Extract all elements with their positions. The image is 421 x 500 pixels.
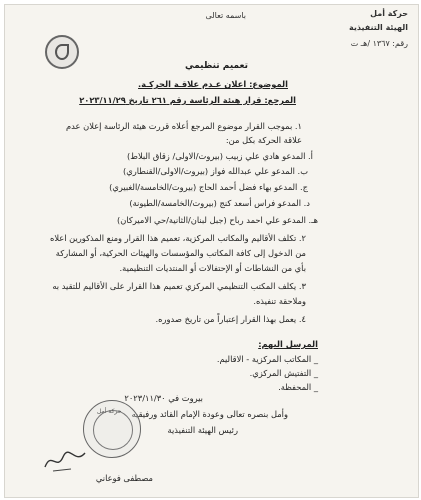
paragraph-3-line-2: وملاحقة تنفيذه. [253,296,306,306]
recipient-item: _ المكاتب المركزية - الاقاليم. [216,354,318,364]
recipients-title: المرسل اليهم: [258,339,318,349]
list-item: ب. المدعو علي عبدالله فواز (بيروت/الاولى/القنطاري) [123,166,308,176]
official-stamp [83,400,141,458]
paragraph-2-line-1: ٢. تكلف الأقاليم والمكاتب المركزية، تعميم هذا القرار ومنع المذكورين اعلاه [49,233,306,243]
list-item: أ. المدعو هادي علي زبيب (بيروت/الاولى/ زقاق البلاط) [127,151,313,161]
org-name: حركة أمل [370,9,408,18]
reference-line: المرجع: قرار هيئة الرئاسة رقم ٢٦١ تاريخ ٢٠٢٣/١١/٢٩ [79,95,296,105]
paragraph-2-line-2: من الدخول إلى كافة المكاتب والمؤسسات والهيئات الحركية، أو المشاركة [55,248,306,258]
recipient-item: _ المحفظة. [278,382,318,392]
recipient-item: _ التفتيش المركزي. [249,368,318,378]
signatory-role: رئيس الهيئة التنفيذية [167,425,238,435]
paragraph-4: ٤. يعمل بهذا القرار إعتباراً من تاريخ صدوره. [155,314,306,324]
amal-logo [45,35,79,69]
list-item: ج. المدعو بهاء فضل أحمد الحاج (بيروت/الخامسة/الغبيري) [109,182,308,192]
stamp-inner-ring [93,410,133,450]
document-title: تعميم تنظيمي [185,61,248,71]
reference-number: رقم: ١٣٦٧ /هـ ت [350,39,408,48]
basmala: باسمه تعالى [205,11,246,20]
closing-blessing: وأمل بنصره تعالى وعودة الإمام القائد ورفيقيه [131,409,288,419]
org-body: الهيئة التنفيذية [349,23,408,32]
paragraph-1-line-2: علاقة الحركة بكل من: [225,135,302,145]
paragraph-1-line-1: ١. بموجب القرار موضوع المرجع أعلاه قررت هيئة الرئاسة إعلان عدم [66,121,302,131]
list-item: د. المدعو فراس أسعد كنج (بيروت/الخامسة/الطيونة) [129,198,310,208]
signing-date: بيروت في ٢٠٢٣/١١/٣٠ [124,393,203,403]
list-item: هـ. المدعو علي احمد رباح (جبل لبنان/الثانية/حي الاميركان) [117,215,318,225]
paragraph-3-line-1: ٣. يكلف المكتب التنظيمي المركزي تعميم هذا القرار على الأقاليم للتقيد به [52,281,306,291]
subject-line: الموضوع: اعلان عـدم علاقـة الحركـة. [138,79,288,89]
document-page [4,4,419,498]
document [5,5,418,497]
signature-scribble [41,445,91,475]
stamp-text: حركة أمل [97,408,122,415]
signatory-name: مصطفى فوعاني [95,473,153,483]
paragraph-2-line-3: بأي من النشاطات أو الإحتفالات أو المنتديات التنظيمية. [119,263,306,273]
